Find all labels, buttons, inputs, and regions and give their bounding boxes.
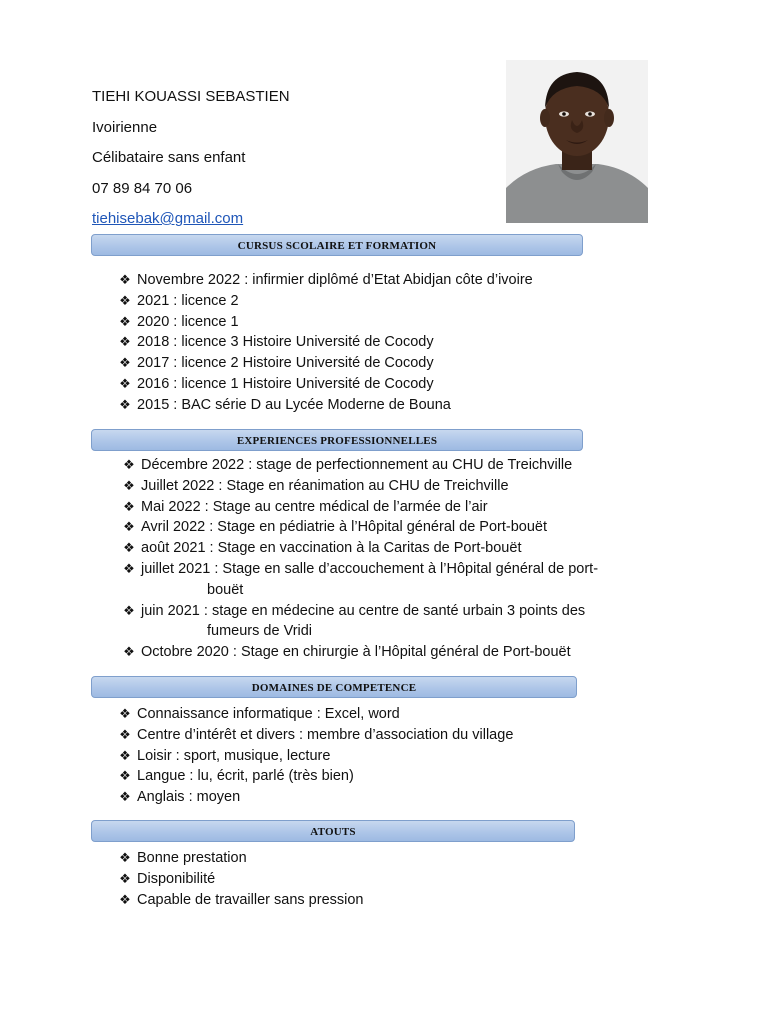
diamond-bullet-icon: ❖ bbox=[123, 560, 135, 576]
education-item bbox=[117, 374, 533, 395]
assets-list bbox=[117, 848, 364, 910]
education-item-text: Novembre 2022 : infirmier diplômé d’Etat Abidjan côte d’ivoire bbox=[137, 272, 533, 288]
assets-item-text: Capable de travailler sans pression bbox=[137, 891, 364, 908]
experience-item-text: Juillet 2022 : Stage en réanimation au CHU de Treichville bbox=[141, 477, 509, 494]
experience-item bbox=[121, 642, 598, 663]
diamond-bullet-icon: ❖ bbox=[119, 726, 131, 742]
education-item bbox=[117, 395, 533, 416]
skills-item-text: Connaissance informatique : Excel, word bbox=[137, 706, 400, 722]
experience-item bbox=[121, 601, 598, 643]
diamond-bullet-icon: ❖ bbox=[123, 457, 135, 472]
experience-item-continuation: fumeurs de Vridi bbox=[207, 623, 313, 640]
education-item bbox=[117, 332, 533, 353]
diamond-bullet-icon: ❖ bbox=[119, 768, 131, 784]
skills-item bbox=[117, 766, 513, 787]
diamond-bullet-icon: ❖ bbox=[119, 850, 131, 865]
profile-photo bbox=[506, 60, 648, 223]
education-item bbox=[117, 291, 533, 312]
education-item bbox=[117, 312, 533, 333]
assets-item bbox=[117, 848, 364, 869]
education-item-text: 2017 : licence 2 Histoire Université de Cocody bbox=[137, 355, 434, 372]
section-header-skills: DOMAINES DE COMPETENCE bbox=[91, 676, 577, 698]
experience-item bbox=[121, 517, 598, 538]
diamond-bullet-icon: ❖ bbox=[119, 355, 131, 371]
experience-item-text: Avril 2022 : Stage en pédiatrie à l’Hôpital général de Port-bouët bbox=[141, 519, 547, 536]
skills-item-text: Loisir : sport, musique, lecture bbox=[137, 747, 331, 764]
experience-item-text: juillet 2021 : Stage en salle d’accouchement à l’Hôpital général de port- bbox=[141, 560, 599, 577]
section-header-experience: EXPERIENCES PROFESSIONNELLES bbox=[91, 429, 583, 451]
education-item bbox=[117, 353, 533, 374]
diamond-bullet-icon: ❖ bbox=[119, 375, 131, 391]
email-link[interactable]: tiehisebak@gmail.com bbox=[92, 210, 244, 227]
skills-item-text: Anglais : moyen bbox=[137, 789, 241, 806]
diamond-bullet-icon: ❖ bbox=[123, 477, 135, 493]
education-item-text: 2016 : licence 1 Histoire Université de Cocody bbox=[137, 375, 434, 392]
diamond-bullet-icon: ❖ bbox=[123, 498, 135, 514]
diamond-bullet-icon: ❖ bbox=[123, 602, 135, 618]
education-list bbox=[117, 270, 533, 416]
candidate-name: TIEHI KOUASSI SEBASTIEN bbox=[92, 88, 290, 105]
education-item-text: 2015 : BAC série D au Lycée Moderne de Bouna bbox=[137, 396, 451, 413]
diamond-bullet-icon: ❖ bbox=[123, 644, 135, 660]
diamond-bullet-icon: ❖ bbox=[119, 891, 131, 907]
experience-item-text: juin 2021 : stage en médecine au centre de santé urbain 3 points des bbox=[141, 602, 586, 619]
education-item-text: 2018 : licence 3 Histoire Université de Cocody bbox=[137, 334, 434, 351]
section-header-education: CURSUS SCOLAIRE ET FORMATION bbox=[91, 234, 583, 256]
diamond-bullet-icon: ❖ bbox=[119, 706, 131, 721]
skills-list bbox=[117, 704, 513, 808]
experience-item-text: Décembre 2022 : stage de perfectionnement au CHU de Treichville bbox=[141, 457, 573, 473]
skills-item bbox=[117, 704, 513, 725]
skills-item-text: Centre d’intérêt et divers : membre d’association du village bbox=[137, 726, 514, 743]
diamond-bullet-icon: ❖ bbox=[119, 292, 131, 308]
phone-number: 07 89 84 70 06 bbox=[92, 180, 193, 197]
diamond-bullet-icon: ❖ bbox=[123, 519, 135, 535]
experience-item bbox=[121, 476, 598, 497]
skills-item bbox=[117, 787, 513, 808]
assets-item bbox=[117, 890, 364, 911]
experience-item-text: Mai 2022 : Stage au centre médical de l’armée de l’air bbox=[141, 498, 488, 515]
experience-item-text: Octobre 2020 : Stage en chirurgie à l’Hôpital général de Port-bouët bbox=[141, 644, 571, 661]
diamond-bullet-icon: ❖ bbox=[119, 870, 131, 886]
education-item bbox=[117, 270, 533, 291]
experience-item bbox=[121, 559, 598, 601]
assets-item-text: Bonne prestation bbox=[137, 850, 247, 866]
skills-item bbox=[117, 746, 513, 767]
assets-item-text: Disponibilité bbox=[137, 870, 216, 887]
diamond-bullet-icon: ❖ bbox=[119, 747, 131, 763]
experience-item-text: août 2021 : Stage en vaccination à la Caritas de Port-bouët bbox=[141, 540, 522, 557]
diamond-bullet-icon: ❖ bbox=[119, 272, 131, 287]
experience-item bbox=[121, 538, 598, 559]
diamond-bullet-icon: ❖ bbox=[119, 789, 131, 805]
diamond-bullet-icon: ❖ bbox=[119, 396, 131, 412]
experience-item bbox=[121, 455, 598, 476]
assets-item bbox=[117, 869, 364, 890]
experience-item-continuation: bouët bbox=[207, 581, 244, 598]
experience-list bbox=[121, 455, 598, 663]
skills-item bbox=[117, 725, 513, 746]
section-header-assets: ATOUTS bbox=[91, 820, 575, 842]
diamond-bullet-icon: ❖ bbox=[119, 313, 131, 329]
experience-item bbox=[121, 497, 598, 518]
diamond-bullet-icon: ❖ bbox=[123, 540, 135, 556]
education-item-text: 2020 : licence 1 bbox=[137, 313, 239, 330]
diamond-bullet-icon: ❖ bbox=[119, 334, 131, 350]
skills-item-text: Langue : lu, écrit, parlé (très bien) bbox=[137, 768, 354, 785]
nationality: Ivoirienne bbox=[92, 119, 158, 136]
marital-status: Célibataire sans enfant bbox=[92, 149, 246, 166]
education-item-text: 2021 : licence 2 bbox=[137, 292, 239, 309]
